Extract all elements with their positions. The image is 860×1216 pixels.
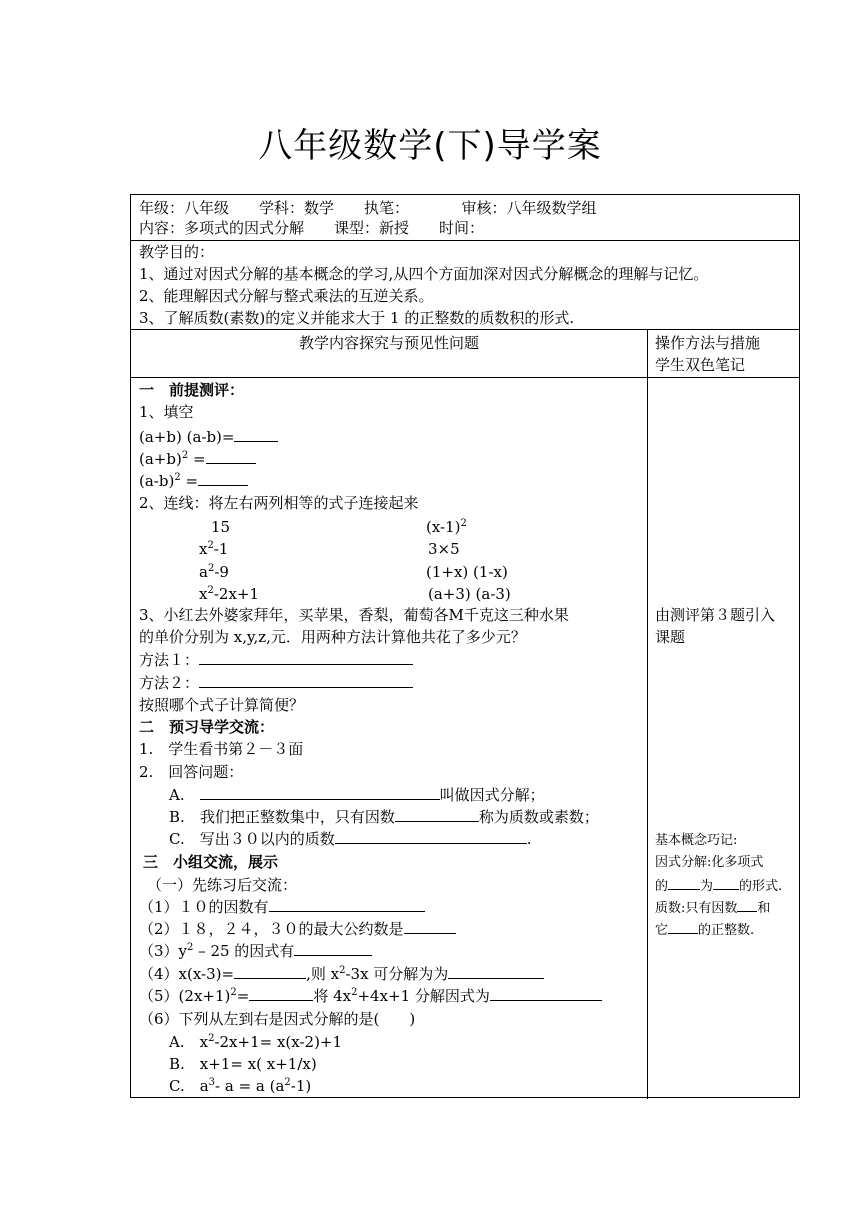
fill-blank-b: $(a+b)^2$ =	[139, 449, 256, 469]
list-item: 1. 学生看书第２－３面	[139, 740, 304, 758]
row-divider	[131, 329, 799, 330]
answer-blank[interactable]	[335, 829, 527, 844]
answer-a: A. 叫做因式分解；	[169, 786, 545, 804]
answer-blank[interactable]	[395, 807, 479, 822]
method-2: 方法２：	[139, 673, 413, 693]
objective-item: 1、通过对因式分解的基本概念的学习,从四个方面加深对因式分解概念的理解与记忆。	[139, 265, 709, 283]
answer-blank[interactable]	[404, 919, 456, 934]
exercise: （6）下列从左到右是因式分解的是( )	[139, 1010, 416, 1028]
objective-item: 2、能理解因式分解与整式乘法的互逆关系。	[139, 287, 434, 305]
note-line: 质数:只有因数 和	[655, 897, 770, 919]
answer-blank[interactable]	[199, 650, 413, 665]
answer-blank[interactable]	[206, 449, 256, 464]
match-left-item: $a^2-9$	[199, 563, 229, 581]
note-line: 它 的正整数.	[655, 919, 754, 941]
answer-c: C. 写出３０以内的质数 .	[169, 830, 532, 848]
question-text: 3、小红去外婆家拜年，买苹果，香梨，葡萄各M千克这三种水果	[139, 606, 569, 624]
match-right-item: (1+x) (1-x)	[426, 563, 508, 581]
match-right-item: 3×5	[428, 540, 460, 558]
answer-blank[interactable]	[294, 941, 372, 956]
header-line-1: 年级：八年级 学科：数学 执笔： 审核：八年级数学组	[139, 199, 597, 217]
header-line-2: 内容：多项式的因式分解 课型：新授 时间：	[139, 219, 485, 237]
answer-blank[interactable]	[199, 673, 413, 688]
exercise: $(3)y^2 - 25$ 的因式有	[139, 941, 372, 961]
question-label: 1、填空	[139, 403, 194, 421]
answer-blank[interactable]	[490, 986, 602, 1001]
answer-blank[interactable]	[198, 471, 248, 486]
answer-blank[interactable]	[668, 919, 698, 934]
method-1: 方法１：	[139, 650, 413, 670]
question-text: 按照哪个式子计算简便？	[139, 696, 305, 714]
row-divider	[131, 377, 799, 378]
note-intro: 由测评第３题引入	[655, 606, 776, 624]
note-intro-2: 课题	[655, 628, 686, 646]
match-left-item: $x^2-2x+1$	[199, 585, 260, 603]
exercise: （4）x(x-3)= ,则 $x^2-3x$ 可分解为为	[139, 964, 544, 984]
column-divider	[647, 329, 648, 1099]
question-text: 的单价分别为 x,y,z,元．用两种方法计算他共花了多少元？	[139, 628, 526, 646]
answer-blank[interactable]	[737, 897, 757, 912]
objectives-heading: 教学目的：	[139, 243, 215, 261]
section-heading: 二 预习导学交流：	[139, 718, 275, 736]
match-left-item: $x^2-1$	[199, 540, 229, 558]
row-divider	[131, 240, 799, 241]
objective-item: 3、了解质数(素数)的定义并能求大于 1 的正整数的质数积的形式.	[139, 309, 575, 327]
list-item: 2. 回答问题：	[139, 763, 244, 781]
question-label: 2、连线：将左右两列相等的式子连接起来	[139, 494, 419, 512]
exercise: $(5)(2x+1)^2=$ 将 $4x^2+4x+1$ 分解因式为	[139, 986, 602, 1006]
match-left-item: 15	[211, 518, 231, 536]
column-header-left: 教学内容探究与预见性问题	[298, 334, 479, 352]
lesson-table	[130, 194, 800, 1098]
option-a: A. $x^2-2x+1= x(x-2)+1$	[169, 1033, 343, 1051]
column-header-right-2: 学生双色笔记	[655, 356, 746, 374]
match-right-item: (a+3) (a-3)	[428, 585, 511, 603]
fill-blank-a: (a+b) (a-b)=	[139, 427, 278, 447]
subsection-heading: （一）先练习后交流：	[147, 876, 298, 894]
column-header-right: 操作方法与措施	[655, 334, 761, 352]
answer-blank[interactable]	[234, 427, 278, 442]
exercise: （1）１０的因数有	[139, 897, 425, 917]
answer-b: B. 我们把正整数集中，只有因数 称为质数或素数；	[169, 808, 599, 826]
answer-blank[interactable]	[269, 897, 425, 912]
page-title: 八年级数学(下)导学案	[258, 126, 602, 166]
answer-blank[interactable]	[249, 986, 313, 1001]
answer-blank[interactable]	[200, 785, 440, 800]
answer-blank[interactable]	[448, 964, 544, 979]
section-heading: 一 前提测评：	[139, 381, 245, 399]
note-concept-title: 基本概念巧记:	[655, 833, 738, 848]
option-c: C. $a^3-$ a = a $(a^2-1)$	[169, 1077, 312, 1095]
answer-blank[interactable]	[668, 875, 700, 890]
answer-blank[interactable]	[234, 964, 306, 979]
answer-blank[interactable]	[713, 875, 739, 890]
section-heading: 三 小组交流，展示	[143, 853, 279, 871]
note-line: 因式分解:化多项式	[655, 855, 764, 870]
exercise: （2）１８，２４，３０的最大公约数是	[139, 919, 456, 939]
note-line: 的 为 的形式.	[655, 875, 782, 897]
match-right-item: $(x-1)^2$	[426, 518, 467, 536]
option-b: B. x+1= x( x+1/x)	[169, 1055, 317, 1073]
fill-blank-c: $(a-b)^2$ =	[139, 471, 248, 491]
